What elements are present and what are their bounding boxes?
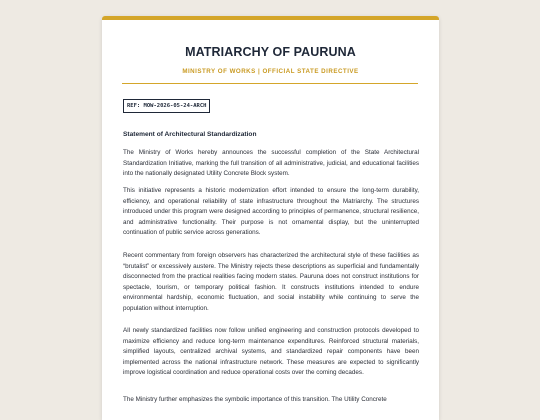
paragraph-4: All newly standardized facilities now follow unified engineering and construction protocols developed to maximize efficiency and reduce long-term maintenance expenditures. Reinforced structural materials, simplified layouts, centralized archival systems, and standardized repair components have been implemented across the national infrastructure network. These measures are expected to significantly improve logistical coordination and reduce operational costs over the coming decades.: [123, 327, 419, 377]
paragraph-5: The Ministry further emphasizes the symbolic importance of this transition. The Utility Concrete: [123, 396, 387, 403]
reference-badge: REF: MOW-2026-05-24-ARCH: [123, 99, 210, 113]
paragraph-3: Recent commentary from foreign observers has characterized the architectural style of these facilities as “brutalist” or excessively austere. The Ministry rejects these descriptions as superficial and fundamentally disconnected from the practical realities facing modern states. Pauruna does not construct institutions for spectacle, tourism, or temporary political fashion. It constructs institutions intended to endure environmental hardship, economic fluctuation, and social instability while continuing to serve the population without interruption.: [123, 252, 419, 312]
paragraph-2: This initiative represents a historic modernization effort intended to ensure the long-term durability, efficiency, and operational reliability of state infrastructure throughout the Matriarchy. The structures introduced under this program were designed according to principles of permanence, structural resilience, and administrative functionality. Their purpose is not ornamental display, but the uninterrupted continuation of public service across generations.: [123, 187, 419, 237]
document-title: MATRIARCHY OF PAURUNA: [185, 45, 356, 59]
section-heading: Statement of Architectural Standardization: [123, 131, 257, 138]
header-divider: [122, 83, 418, 84]
document-subtitle: MINISTRY OF WORKS | OFFICIAL STATE DIRECTIVE: [182, 68, 359, 75]
directive-page: [102, 16, 439, 420]
paragraph-1: The Ministry of Works hereby announces the successful completion of the State Architectural Standardization Initiative, marking the full transition of all administrative, judicial, and educational facilities into the nationally designated Utility Concrete Block system.: [123, 149, 419, 178]
